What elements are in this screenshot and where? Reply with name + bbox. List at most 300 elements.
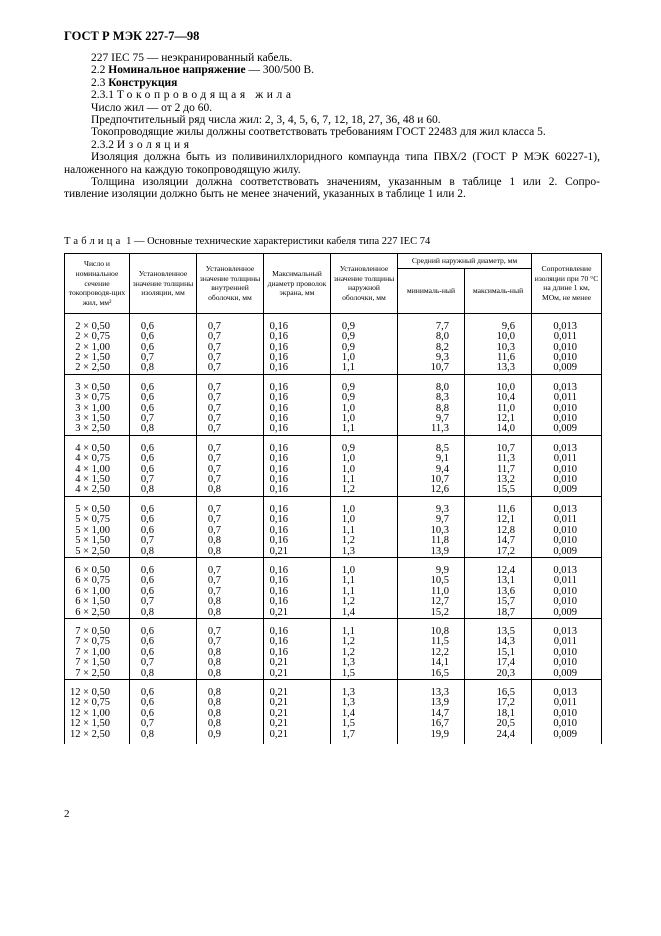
- cell-diameter-max: 24,4: [465, 730, 532, 740]
- cell-outer-sheath-thickness: 1,3: [331, 688, 398, 698]
- cell-cores-section: 6 × 0,75: [65, 576, 130, 586]
- cell-insulation-thickness: 0,8: [130, 608, 197, 619]
- cell-inner-sheath-thickness: 0,7: [197, 383, 264, 393]
- cell-screen-wire-diameter: 0,16: [264, 404, 331, 414]
- cell-insulation-resistance: 0,010: [532, 526, 602, 536]
- cell-inner-sheath-thickness: 0,8: [197, 485, 264, 496]
- header-screen-wire-diameter: Максимальный диаметр проволок экрана, мм: [264, 254, 331, 314]
- cell-cores-section: 3 × 1,50: [65, 414, 130, 424]
- cell-outer-sheath-thickness: 0,9: [331, 332, 398, 342]
- cell-outer-sheath-thickness: 1,0: [331, 454, 398, 464]
- cell-outer-sheath-thickness: 1,1: [331, 475, 398, 485]
- cell-screen-wire-diameter: 0,21: [264, 658, 331, 668]
- cell-outer-sheath-thickness: 1,1: [331, 424, 398, 435]
- cell-diameter-min: 10,8: [398, 627, 465, 637]
- cell-inner-sheath-thickness: 0,7: [197, 393, 264, 403]
- cell-diameter-min: 14,7: [398, 709, 465, 719]
- cell-inner-sheath-thickness: 0,7: [197, 587, 264, 597]
- cell-cores-section: 2 × 0,50: [65, 322, 130, 332]
- cell-diameter-min: 11,0: [398, 587, 465, 597]
- cell-insulation-resistance: 0,010: [532, 404, 602, 414]
- cell-outer-sheath-thickness: 1,2: [331, 637, 398, 647]
- cell-insulation-thickness: 0,6: [130, 587, 197, 597]
- cell-inner-sheath-thickness: 0,7: [197, 343, 264, 353]
- cell-screen-wire-diameter: 0,16: [264, 414, 331, 424]
- cell-insulation-thickness: 0,6: [130, 393, 197, 403]
- cell-cores-section: 7 × 2,50: [65, 669, 130, 680]
- section-number: 2.3.1: [91, 89, 114, 102]
- cell-insulation-thickness: 0,7: [130, 658, 197, 668]
- cell-insulation-thickness: 0,7: [130, 353, 197, 363]
- cell-diameter-min: 7,7: [398, 322, 465, 332]
- cell-inner-sheath-thickness: 0,7: [197, 475, 264, 485]
- cell-diameter-max: 15,7: [465, 597, 532, 607]
- cell-insulation-resistance: 0,009: [532, 730, 602, 740]
- cell-diameter-min: 9,7: [398, 515, 465, 525]
- cell-screen-wire-diameter: 0,16: [264, 576, 331, 586]
- header-mean-outer-diameter: Средний наружный диаметр, мм: [398, 254, 532, 269]
- cell-cores-section: 6 × 1,50: [65, 597, 130, 607]
- cell-screen-wire-diameter: 0,21: [264, 669, 331, 680]
- cell-screen-wire-diameter: 0,16: [264, 393, 331, 403]
- section-number: 2.2: [91, 64, 106, 77]
- cell-diameter-min: 19,9: [398, 730, 465, 740]
- cell-outer-sheath-thickness: 1,2: [331, 597, 398, 607]
- cell-insulation-resistance: 0,013: [532, 566, 602, 576]
- cell-insulation-resistance: 0,013: [532, 444, 602, 454]
- cell-diameter-max: 10,3: [465, 343, 532, 353]
- cell-inner-sheath-thickness: 0,7: [197, 526, 264, 536]
- cell-inner-sheath-thickness: 0,8: [197, 648, 264, 658]
- cell-insulation-resistance: 0,011: [532, 393, 602, 403]
- page-number: 2: [64, 808, 70, 820]
- cell-insulation-resistance: 0,010: [532, 475, 602, 485]
- cell-outer-sheath-thickness: 1,2: [331, 648, 398, 658]
- cell-diameter-min: 8,5: [398, 444, 465, 454]
- cell-outer-sheath-thickness: 1,1: [331, 363, 398, 374]
- cell-cores-section: 4 × 0,50: [65, 444, 130, 454]
- cell-diameter-min: 9,7: [398, 414, 465, 424]
- cell-diameter-max: 16,5: [465, 688, 532, 698]
- header-diameter-max: максималь-ный: [465, 268, 532, 313]
- cell-insulation-resistance: 0,011: [532, 454, 602, 464]
- cell-screen-wire-diameter: 0,21: [264, 709, 331, 719]
- cell-diameter-min: 12,7: [398, 597, 465, 607]
- cell-diameter-max: 12,8: [465, 526, 532, 536]
- subsection-conductor: [64, 89, 600, 101]
- cell-insulation-thickness: 0,8: [130, 669, 197, 680]
- cell-screen-wire-diameter: 0,16: [264, 587, 331, 597]
- cell-outer-sheath-thickness: 1,5: [331, 669, 398, 680]
- cell-cores-section: 12 × 1,00: [65, 709, 130, 719]
- table-row: [65, 485, 602, 496]
- cell-outer-sheath-thickness: 1,0: [331, 404, 398, 414]
- cell-insulation-thickness: 0,6: [130, 454, 197, 464]
- table-header: [65, 254, 602, 314]
- cell-insulation-resistance: 0,010: [532, 597, 602, 607]
- header-insulation-thickness: Установленное значение толщины изоляции, мм: [130, 254, 197, 314]
- cell-outer-sheath-thickness: 1,1: [331, 526, 398, 536]
- table-row: [65, 424, 602, 435]
- cell-inner-sheath-thickness: 0,8: [197, 547, 264, 558]
- paragraph-preferred-series: Предпочтительный ряд числа жил: 2, 3, 4, 5, 6, 7, 12, 18, 27, 36, 48 и 60.: [91, 114, 441, 127]
- cell-diameter-min: 10,5: [398, 576, 465, 586]
- cell-cores-section: 12 × 0,50: [65, 688, 130, 698]
- cell-inner-sheath-thickness: 0,7: [197, 454, 264, 464]
- cell-diameter-min: 9,4: [398, 465, 465, 475]
- cell-insulation-thickness: 0,6: [130, 515, 197, 525]
- cell-insulation-resistance: 0,010: [532, 414, 602, 424]
- cell-diameter-max: 17,2: [465, 547, 532, 558]
- cell-diameter-max: 11,7: [465, 465, 532, 475]
- cell-inner-sheath-thickness: 0,7: [197, 515, 264, 525]
- cell-diameter-min: 9,3: [398, 353, 465, 363]
- cell-diameter-max: 14,7: [465, 536, 532, 546]
- body-text: [64, 52, 600, 201]
- cell-insulation-thickness: 0,7: [130, 719, 197, 729]
- cell-insulation-resistance: 0,009: [532, 669, 602, 680]
- cell-insulation-resistance: 0,010: [532, 587, 602, 597]
- header-inner-sheath-thickness: Установленное значение толщины внутренней оболочки, мм: [197, 254, 264, 314]
- cell-diameter-max: 12,4: [465, 566, 532, 576]
- cell-screen-wire-diameter: 0,21: [264, 730, 331, 740]
- cell-diameter-min: 11,3: [398, 424, 465, 435]
- cell-insulation-resistance: 0,009: [532, 424, 602, 435]
- cell-outer-sheath-thickness: 1,2: [331, 485, 398, 496]
- cell-insulation-thickness: 0,8: [130, 363, 197, 374]
- cell-inner-sheath-thickness: 0,7: [197, 353, 264, 363]
- cell-inner-sheath-thickness: 0,8: [197, 597, 264, 607]
- cell-outer-sheath-thickness: 1,5: [331, 719, 398, 729]
- cell-screen-wire-diameter: 0,16: [264, 637, 331, 647]
- cell-outer-sheath-thickness: 1,4: [331, 608, 398, 619]
- cell-insulation-resistance: 0,013: [532, 322, 602, 332]
- cell-screen-wire-diameter: 0,16: [264, 322, 331, 332]
- cell-insulation-thickness: 0,7: [130, 597, 197, 607]
- cell-outer-sheath-thickness: 0,9: [331, 393, 398, 403]
- cell-insulation-thickness: 0,6: [130, 404, 197, 414]
- paragraph-cable-type: 227 IEC 75 — неэкранированный кабель.: [91, 52, 293, 64]
- cell-inner-sheath-thickness: 0,8: [197, 719, 264, 729]
- cell-insulation-resistance: 0,010: [532, 648, 602, 658]
- cell-insulation-resistance: 0,013: [532, 383, 602, 393]
- cell-diameter-min: 8,8: [398, 404, 465, 414]
- cell-diameter-min: 9,9: [398, 566, 465, 576]
- cell-insulation-thickness: 0,6: [130, 343, 197, 353]
- cell-screen-wire-diameter: 0,16: [264, 566, 331, 576]
- cell-outer-sheath-thickness: 1,0: [331, 505, 398, 515]
- cell-insulation-thickness: 0,6: [130, 709, 197, 719]
- cell-diameter-min: 10,7: [398, 475, 465, 485]
- cell-cores-section: 5 × 1,00: [65, 526, 130, 536]
- cell-inner-sheath-thickness: 0,7: [197, 576, 264, 586]
- cell-outer-sheath-thickness: 1,0: [331, 515, 398, 525]
- cell-diameter-min: 15,2: [398, 608, 465, 619]
- cell-insulation-resistance: 0,010: [532, 353, 602, 363]
- cell-cores-section: 4 × 0,75: [65, 454, 130, 464]
- cell-inner-sheath-thickness: 0,8: [197, 608, 264, 619]
- cell-inner-sheath-thickness: 0,8: [197, 698, 264, 708]
- cell-outer-sheath-thickness: 1,1: [331, 627, 398, 637]
- section-heading: Конструкция: [108, 76, 178, 89]
- cell-diameter-max: 11,0: [465, 404, 532, 414]
- cell-insulation-thickness: 0,6: [130, 444, 197, 454]
- cell-cores-section: 3 × 0,50: [65, 383, 130, 393]
- cell-diameter-max: 11,6: [465, 505, 532, 515]
- cell-diameter-max: 10,0: [465, 383, 532, 393]
- cell-diameter-min: 13,3: [398, 688, 465, 698]
- cell-inner-sheath-thickness: 0,7: [197, 627, 264, 637]
- section-number: 2.3: [91, 76, 106, 89]
- cell-outer-sheath-thickness: 1,4: [331, 709, 398, 719]
- subsection-insulation: [64, 139, 600, 151]
- cell-insulation-thickness: 0,6: [130, 637, 197, 647]
- cell-diameter-min: 13,9: [398, 547, 465, 558]
- cell-insulation-resistance: 0,009: [532, 608, 602, 619]
- cell-screen-wire-diameter: 0,16: [264, 536, 331, 546]
- cell-cores-section: 6 × 0,50: [65, 566, 130, 576]
- cell-diameter-min: 9,3: [398, 505, 465, 515]
- cell-screen-wire-diameter: 0,16: [264, 424, 331, 435]
- cell-diameter-min: 8,0: [398, 332, 465, 342]
- cell-insulation-resistance: 0,009: [532, 547, 602, 558]
- table-end-spacer: [65, 740, 602, 744]
- paragraph-core-count: Число жил — от 2 до 60.: [91, 101, 213, 114]
- section-heading: Изоляция: [116, 138, 193, 151]
- cell-screen-wire-diameter: 0,16: [264, 526, 331, 536]
- cell-outer-sheath-thickness: 1,1: [331, 576, 398, 586]
- cell-diameter-max: 10,0: [465, 332, 532, 342]
- section-number: 2.3.2: [91, 138, 114, 151]
- cell-diameter-min: 11,8: [398, 536, 465, 546]
- cell-screen-wire-diameter: 0,21: [264, 698, 331, 708]
- cell-cores-section: 2 × 1,00: [65, 343, 130, 353]
- cell-diameter-min: 8,2: [398, 343, 465, 353]
- header-outer-sheath-thickness: Установленное значение толщины наружной оболочки, мм: [331, 254, 398, 314]
- cell-insulation-resistance: 0,013: [532, 505, 602, 515]
- cell-diameter-min: 11,5: [398, 637, 465, 647]
- cell-inner-sheath-thickness: 0,7: [197, 465, 264, 475]
- cell-screen-wire-diameter: 0,16: [264, 353, 331, 363]
- cell-screen-wire-diameter: 0,16: [264, 475, 331, 485]
- paragraph-insulation-line-1: Изоляция должна быть из поливинилхлоридного компаунда типа ПВХ/2 (ГОСТ Р МЭК 60227-1),: [91, 151, 600, 164]
- cell-cores-section: 12 × 0,75: [65, 698, 130, 708]
- cell-diameter-max: 13,1: [465, 576, 532, 586]
- cell-cores-section: 7 × 1,00: [65, 648, 130, 658]
- cell-diameter-max: 14,3: [465, 637, 532, 647]
- cell-diameter-max: 13,2: [465, 475, 532, 485]
- cell-inner-sheath-thickness: 0,8: [197, 709, 264, 719]
- cell-screen-wire-diameter: 0,16: [264, 454, 331, 464]
- paragraph-construction: [64, 77, 600, 89]
- cell-outer-sheath-thickness: 1,1: [331, 587, 398, 597]
- cell-insulation-thickness: 0,7: [130, 414, 197, 424]
- cell-diameter-min: 12,6: [398, 485, 465, 496]
- cell-cores-section: 5 × 0,75: [65, 515, 130, 525]
- cell-insulation-resistance: 0,011: [532, 576, 602, 586]
- section-heading: Номинальное напряжение: [108, 64, 246, 77]
- cell-inner-sheath-thickness: 0,8: [197, 688, 264, 698]
- cell-outer-sheath-thickness: 0,9: [331, 383, 398, 393]
- cell-outer-sheath-thickness: 1,0: [331, 414, 398, 424]
- cell-insulation-thickness: 0,6: [130, 322, 197, 332]
- cell-diameter-min: 10,3: [398, 526, 465, 536]
- cell-insulation-thickness: 0,6: [130, 688, 197, 698]
- cell-insulation-thickness: 0,6: [130, 566, 197, 576]
- cell-inner-sheath-thickness: 0,7: [197, 332, 264, 342]
- section-heading: Токопроводящая жила: [116, 89, 295, 102]
- cell-diameter-min: 13,9: [398, 698, 465, 708]
- cell-insulation-resistance: 0,010: [532, 719, 602, 729]
- cell-inner-sheath-thickness: 0,7: [197, 505, 264, 515]
- cell-insulation-thickness: 0,6: [130, 383, 197, 393]
- cell-screen-wire-diameter: 0,16: [264, 485, 331, 496]
- cell-cores-section: 7 × 0,75: [65, 637, 130, 647]
- cell-cores-section: 12 × 1,50: [65, 719, 130, 729]
- cell-diameter-max: 12,1: [465, 414, 532, 424]
- cell-cores-section: 2 × 1,50: [65, 353, 130, 363]
- table-row: [65, 363, 602, 374]
- cell-screen-wire-diameter: 0,16: [264, 343, 331, 353]
- cell-screen-wire-diameter: 0,16: [264, 332, 331, 342]
- cell-diameter-max: 13,5: [465, 627, 532, 637]
- cell-diameter-max: 13,6: [465, 587, 532, 597]
- cell-inner-sheath-thickness: 0,8: [197, 669, 264, 680]
- cell-diameter-max: 20,3: [465, 669, 532, 680]
- cell-screen-wire-diameter: 0,16: [264, 444, 331, 454]
- cell-diameter-max: 10,7: [465, 444, 532, 454]
- cell-insulation-thickness: 0,6: [130, 505, 197, 515]
- cell-diameter-max: 20,5: [465, 719, 532, 729]
- cell-insulation-thickness: 0,6: [130, 465, 197, 475]
- cell-cores-section: 3 × 0,75: [65, 393, 130, 403]
- cell-outer-sheath-thickness: 1,2: [331, 536, 398, 546]
- cell-inner-sheath-thickness: 0,7: [197, 566, 264, 576]
- cell-outer-sheath-thickness: 1,3: [331, 658, 398, 668]
- cell-insulation-thickness: 0,6: [130, 526, 197, 536]
- cell-screen-wire-diameter: 0,16: [264, 648, 331, 658]
- cell-diameter-min: 10,7: [398, 363, 465, 374]
- cell-inner-sheath-thickness: 0,7: [197, 444, 264, 454]
- cell-diameter-min: 16,7: [398, 719, 465, 729]
- cell-inner-sheath-thickness: 0,8: [197, 536, 264, 546]
- paragraph-thickness-line-1: Толщина изоляции должна соответствовать значениям, указанным в таблице 1 или 2. Сопро-: [91, 176, 600, 189]
- table-row: [65, 536, 602, 546]
- cell-diameter-max: 15,1: [465, 648, 532, 658]
- cell-cores-section: 4 × 2,50: [65, 485, 130, 496]
- cell-outer-sheath-thickness: 0,9: [331, 444, 398, 454]
- cell-cores-section: 5 × 2,50: [65, 547, 130, 558]
- document-header: ГОСТ Р МЭК 227-7—98: [64, 29, 200, 43]
- cell-cores-section: 4 × 1,50: [65, 475, 130, 485]
- cell-cores-section: 3 × 1,00: [65, 404, 130, 414]
- cell-cores-section: 6 × 2,50: [65, 608, 130, 619]
- cell-inner-sheath-thickness: 0,7: [197, 404, 264, 414]
- cell-diameter-max: 10,4: [465, 393, 532, 403]
- cell-diameter-max: 15,5: [465, 485, 532, 496]
- cell-screen-wire-diameter: 0,16: [264, 597, 331, 607]
- cell-cores-section: 5 × 0,50: [65, 505, 130, 515]
- header-diameter-min: минималь-ный: [398, 268, 465, 313]
- cell-insulation-thickness: 0,6: [130, 576, 197, 586]
- cell-cores-section: 4 × 1,00: [65, 465, 130, 475]
- cell-insulation-resistance: 0,011: [532, 698, 602, 708]
- characteristics-table: [64, 253, 602, 744]
- header-insulation-resistance: Сопротивление изоляции при 70 °С на длине 1 км, МОм, не менее: [532, 254, 602, 314]
- table-caption-text: 1 — Основные технические характеристики кабеля типа 227 IEC 74: [123, 236, 431, 247]
- cell-diameter-min: 8,3: [398, 393, 465, 403]
- cell-outer-sheath-thickness: 1,7: [331, 730, 398, 740]
- cell-insulation-thickness: 0,7: [130, 536, 197, 546]
- cell-diameter-min: 9,1: [398, 454, 465, 464]
- cell-inner-sheath-thickness: 0,7: [197, 424, 264, 435]
- cell-outer-sheath-thickness: 1,3: [331, 698, 398, 708]
- cell-diameter-max: 18,7: [465, 608, 532, 619]
- cell-outer-sheath-thickness: 0,9: [331, 322, 398, 332]
- cell-diameter-max: 14,0: [465, 424, 532, 435]
- cell-screen-wire-diameter: 0,16: [264, 383, 331, 393]
- cell-diameter-max: 11,6: [465, 353, 532, 363]
- cell-screen-wire-diameter: 0,16: [264, 465, 331, 475]
- cell-insulation-resistance: 0,010: [532, 343, 602, 353]
- cell-cores-section: 2 × 0,75: [65, 332, 130, 342]
- paragraph-thickness-line-2: тивление изоляции должно быть не менее значений, указанных в таблице 1 или 2.: [64, 188, 466, 201]
- cell-diameter-max: 17,4: [465, 658, 532, 668]
- cell-diameter-min: 12,2: [398, 648, 465, 658]
- cell-outer-sheath-thickness: 1,0: [331, 566, 398, 576]
- cell-insulation-resistance: 0,011: [532, 515, 602, 525]
- cell-screen-wire-diameter: 0,21: [264, 688, 331, 698]
- cell-screen-wire-diameter: 0,21: [264, 547, 331, 558]
- cell-insulation-resistance: 0,010: [532, 709, 602, 719]
- cell-insulation-thickness: 0,6: [130, 627, 197, 637]
- cell-cores-section: 5 × 1,50: [65, 536, 130, 546]
- cell-insulation-resistance: 0,009: [532, 363, 602, 374]
- cell-insulation-thickness: 0,6: [130, 698, 197, 708]
- cell-diameter-max: 12,1: [465, 515, 532, 525]
- cell-outer-sheath-thickness: 0,9: [331, 343, 398, 353]
- cell-cores-section: 2 × 2,50: [65, 363, 130, 374]
- cell-cores-section: 7 × 1,50: [65, 658, 130, 668]
- cell-insulation-thickness: 0,7: [130, 475, 197, 485]
- table-row: [65, 608, 602, 619]
- cell-inner-sheath-thickness: 0,7: [197, 414, 264, 424]
- cell-diameter-max: 17,2: [465, 698, 532, 708]
- cell-screen-wire-diameter: 0,21: [264, 719, 331, 729]
- cell-insulation-thickness: 0,8: [130, 424, 197, 435]
- cell-insulation-resistance: 0,010: [532, 465, 602, 475]
- cell-diameter-min: 8,0: [398, 383, 465, 393]
- cell-diameter-min: 14,1: [398, 658, 465, 668]
- cell-insulation-resistance: 0,013: [532, 627, 602, 637]
- cell-insulation-resistance: 0,010: [532, 536, 602, 546]
- table-row: [65, 730, 602, 740]
- cell-inner-sheath-thickness: 0,7: [197, 637, 264, 647]
- cell-insulation-thickness: 0,6: [130, 648, 197, 658]
- cell-screen-wire-diameter: 0,16: [264, 363, 331, 374]
- table-caption-label: Таблица: [64, 236, 124, 247]
- cell-insulation-resistance: 0,009: [532, 485, 602, 496]
- cell-screen-wire-diameter: 0,16: [264, 505, 331, 515]
- cell-diameter-max: 18,1: [465, 709, 532, 719]
- section-text: — 300/500 В.: [245, 64, 315, 77]
- cell-screen-wire-diameter: 0,21: [264, 608, 331, 619]
- table-caption: [64, 236, 430, 247]
- cell-inner-sheath-thickness: 0,8: [197, 658, 264, 668]
- table-row: [65, 547, 602, 558]
- cell-inner-sheath-thickness: 0,7: [197, 322, 264, 332]
- paragraph-nominal-voltage: [64, 64, 600, 76]
